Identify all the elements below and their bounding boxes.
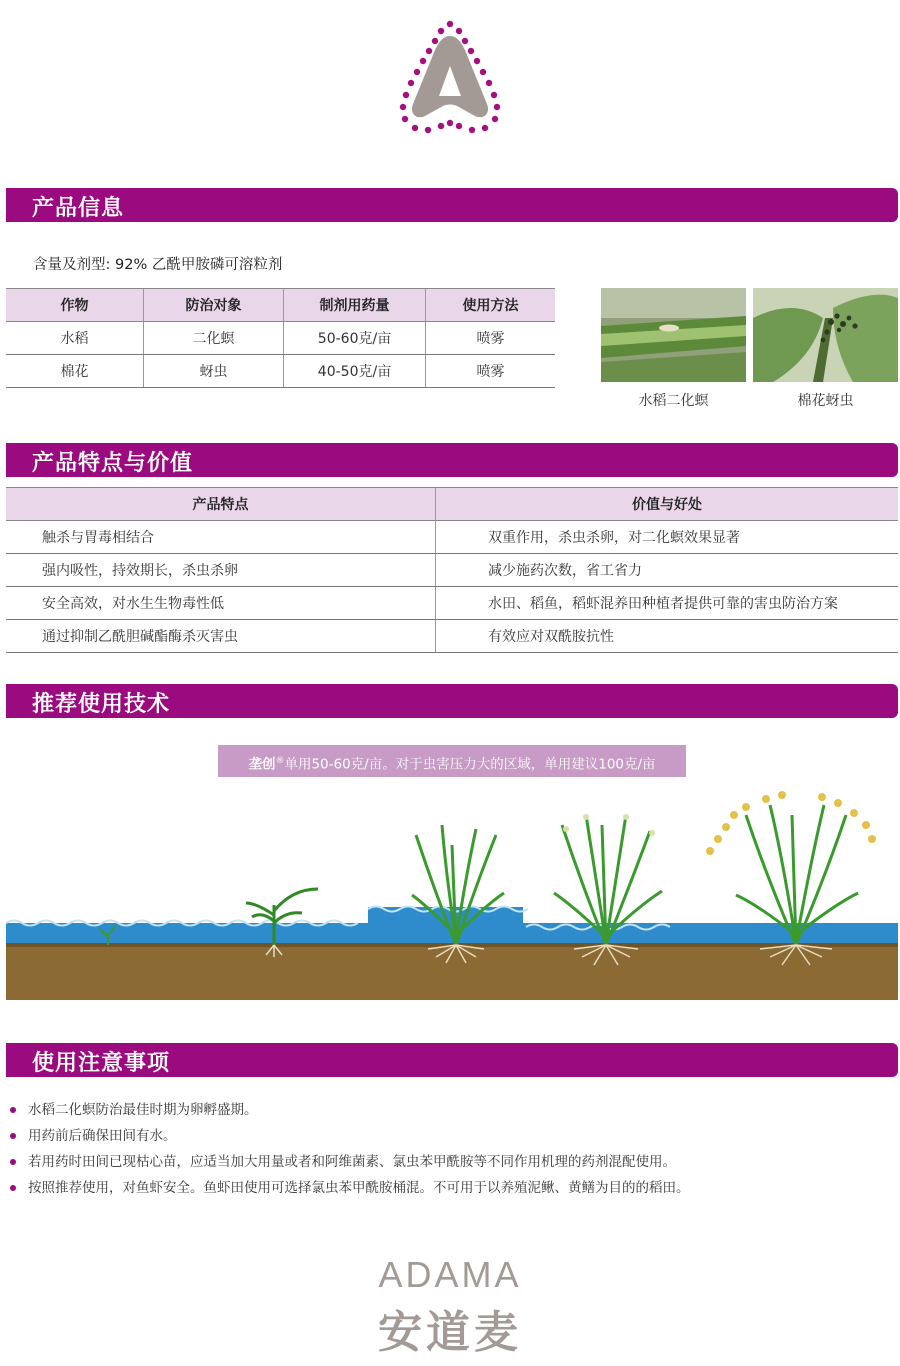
features-table — [6, 487, 898, 653]
rice-growth-illustration — [6, 785, 898, 1000]
bullet-icon — [10, 1107, 16, 1113]
bullet-icon — [10, 1185, 16, 1191]
table-header: 防治对象 — [144, 289, 284, 322]
precautions-list — [8, 1097, 690, 1201]
product-info-table — [6, 288, 555, 388]
list-item — [8, 1149, 690, 1175]
table-cell: 强内吸性，持效期长，杀虫杀卵 — [6, 554, 436, 587]
table-header: 制剂用药量 — [284, 289, 426, 322]
table-cell: 蚜虫 — [144, 355, 284, 388]
bullet-icon — [10, 1133, 16, 1139]
table-cell: 二化螟 — [144, 322, 284, 355]
table-cell: 减少施药次数，省工省力 — [436, 554, 899, 587]
table-header: 产品特点 — [6, 488, 436, 521]
table-cell: 触杀与胃毒相结合 — [6, 521, 436, 554]
table-cell: 通过抑制乙酰胆碱酯酶杀灭害虫 — [6, 620, 436, 653]
note-text: 用药前后确保田间有水。 — [28, 1128, 177, 1144]
list-item — [8, 1123, 690, 1149]
section-title: 推荐使用技术 — [32, 692, 171, 717]
formulation-text: 含量及剂型: 92% 乙酰甲胺磷可溶粒剂 — [33, 257, 283, 273]
rice-stem-borer-photo — [601, 288, 746, 382]
table-cell: 安全高效，对水生生物毒性低 — [6, 587, 436, 620]
bullet-icon — [10, 1159, 16, 1165]
recommendation-box — [218, 745, 686, 777]
table-cell: 50-60克/亩 — [284, 322, 426, 355]
section-header-features — [6, 443, 898, 477]
list-item — [8, 1175, 690, 1201]
table-cell: 棉花 — [6, 355, 144, 388]
section-title: 产品特点与价值 — [32, 451, 194, 476]
section-header-recommendation — [6, 684, 898, 718]
table-header: 作物 — [6, 289, 144, 322]
photo-caption: 水稻二化螟 — [638, 393, 709, 409]
table-cell: 水稻 — [6, 322, 144, 355]
section-header-precautions — [6, 1043, 898, 1077]
list-item — [8, 1097, 690, 1123]
adama-logo-icon — [395, 18, 505, 138]
table-row — [6, 322, 555, 355]
table-cell: 双重作用，杀虫杀卵，对二化螟效果显著 — [436, 521, 899, 554]
section-header-product-info — [6, 188, 898, 222]
table-cell: 水田、稻鱼，稻虾混养田种植者提供可靠的害虫防治方案 — [436, 587, 899, 620]
table-row — [6, 620, 898, 653]
section-title: 产品信息 — [32, 196, 125, 221]
table-row — [6, 554, 898, 587]
table-cell: 喷雾 — [426, 322, 556, 355]
product-name: 垄创 — [248, 756, 276, 773]
table-cell: 40-50克/亩 — [284, 355, 426, 388]
note-text: 若用药时田间已现枯心苗，应适当加大用量或者和阿维菌素、氯虫苯甲酰胺等不同作用机理的药剂混配使用。 — [28, 1154, 676, 1170]
table-header: 价值与好处 — [436, 488, 899, 521]
note-text: 按照推荐使用，对鱼虾安全。鱼虾田使用可选择氯虫苯甲酰胺桶混。不可用于以养殖泥鳅、黄鳝为目的的稻田。 — [28, 1180, 690, 1196]
table-row — [6, 587, 898, 620]
brand-name-cn: 安道麦 — [378, 1307, 522, 1358]
brand-name-en: ADAMA — [378, 1254, 522, 1295]
cotton-aphid-photo — [753, 288, 898, 382]
registered-mark: ® — [275, 756, 285, 766]
table-cell: 喷雾 — [426, 355, 556, 388]
section-title: 使用注意事项 — [32, 1051, 171, 1076]
table-cell: 有效应对双酰胺抗性 — [436, 620, 899, 653]
note-text: 水稻二化螟防治最佳时期为卵孵盛期。 — [28, 1102, 258, 1118]
table-row — [6, 355, 555, 388]
photo-caption: 棉花蚜虫 — [797, 393, 854, 409]
recommendation-text: 单用50-60克/亩。对于虫害压力大的区域，单用建议100克/亩 — [284, 756, 656, 773]
table-row — [6, 521, 898, 554]
table-header: 使用方法 — [426, 289, 556, 322]
